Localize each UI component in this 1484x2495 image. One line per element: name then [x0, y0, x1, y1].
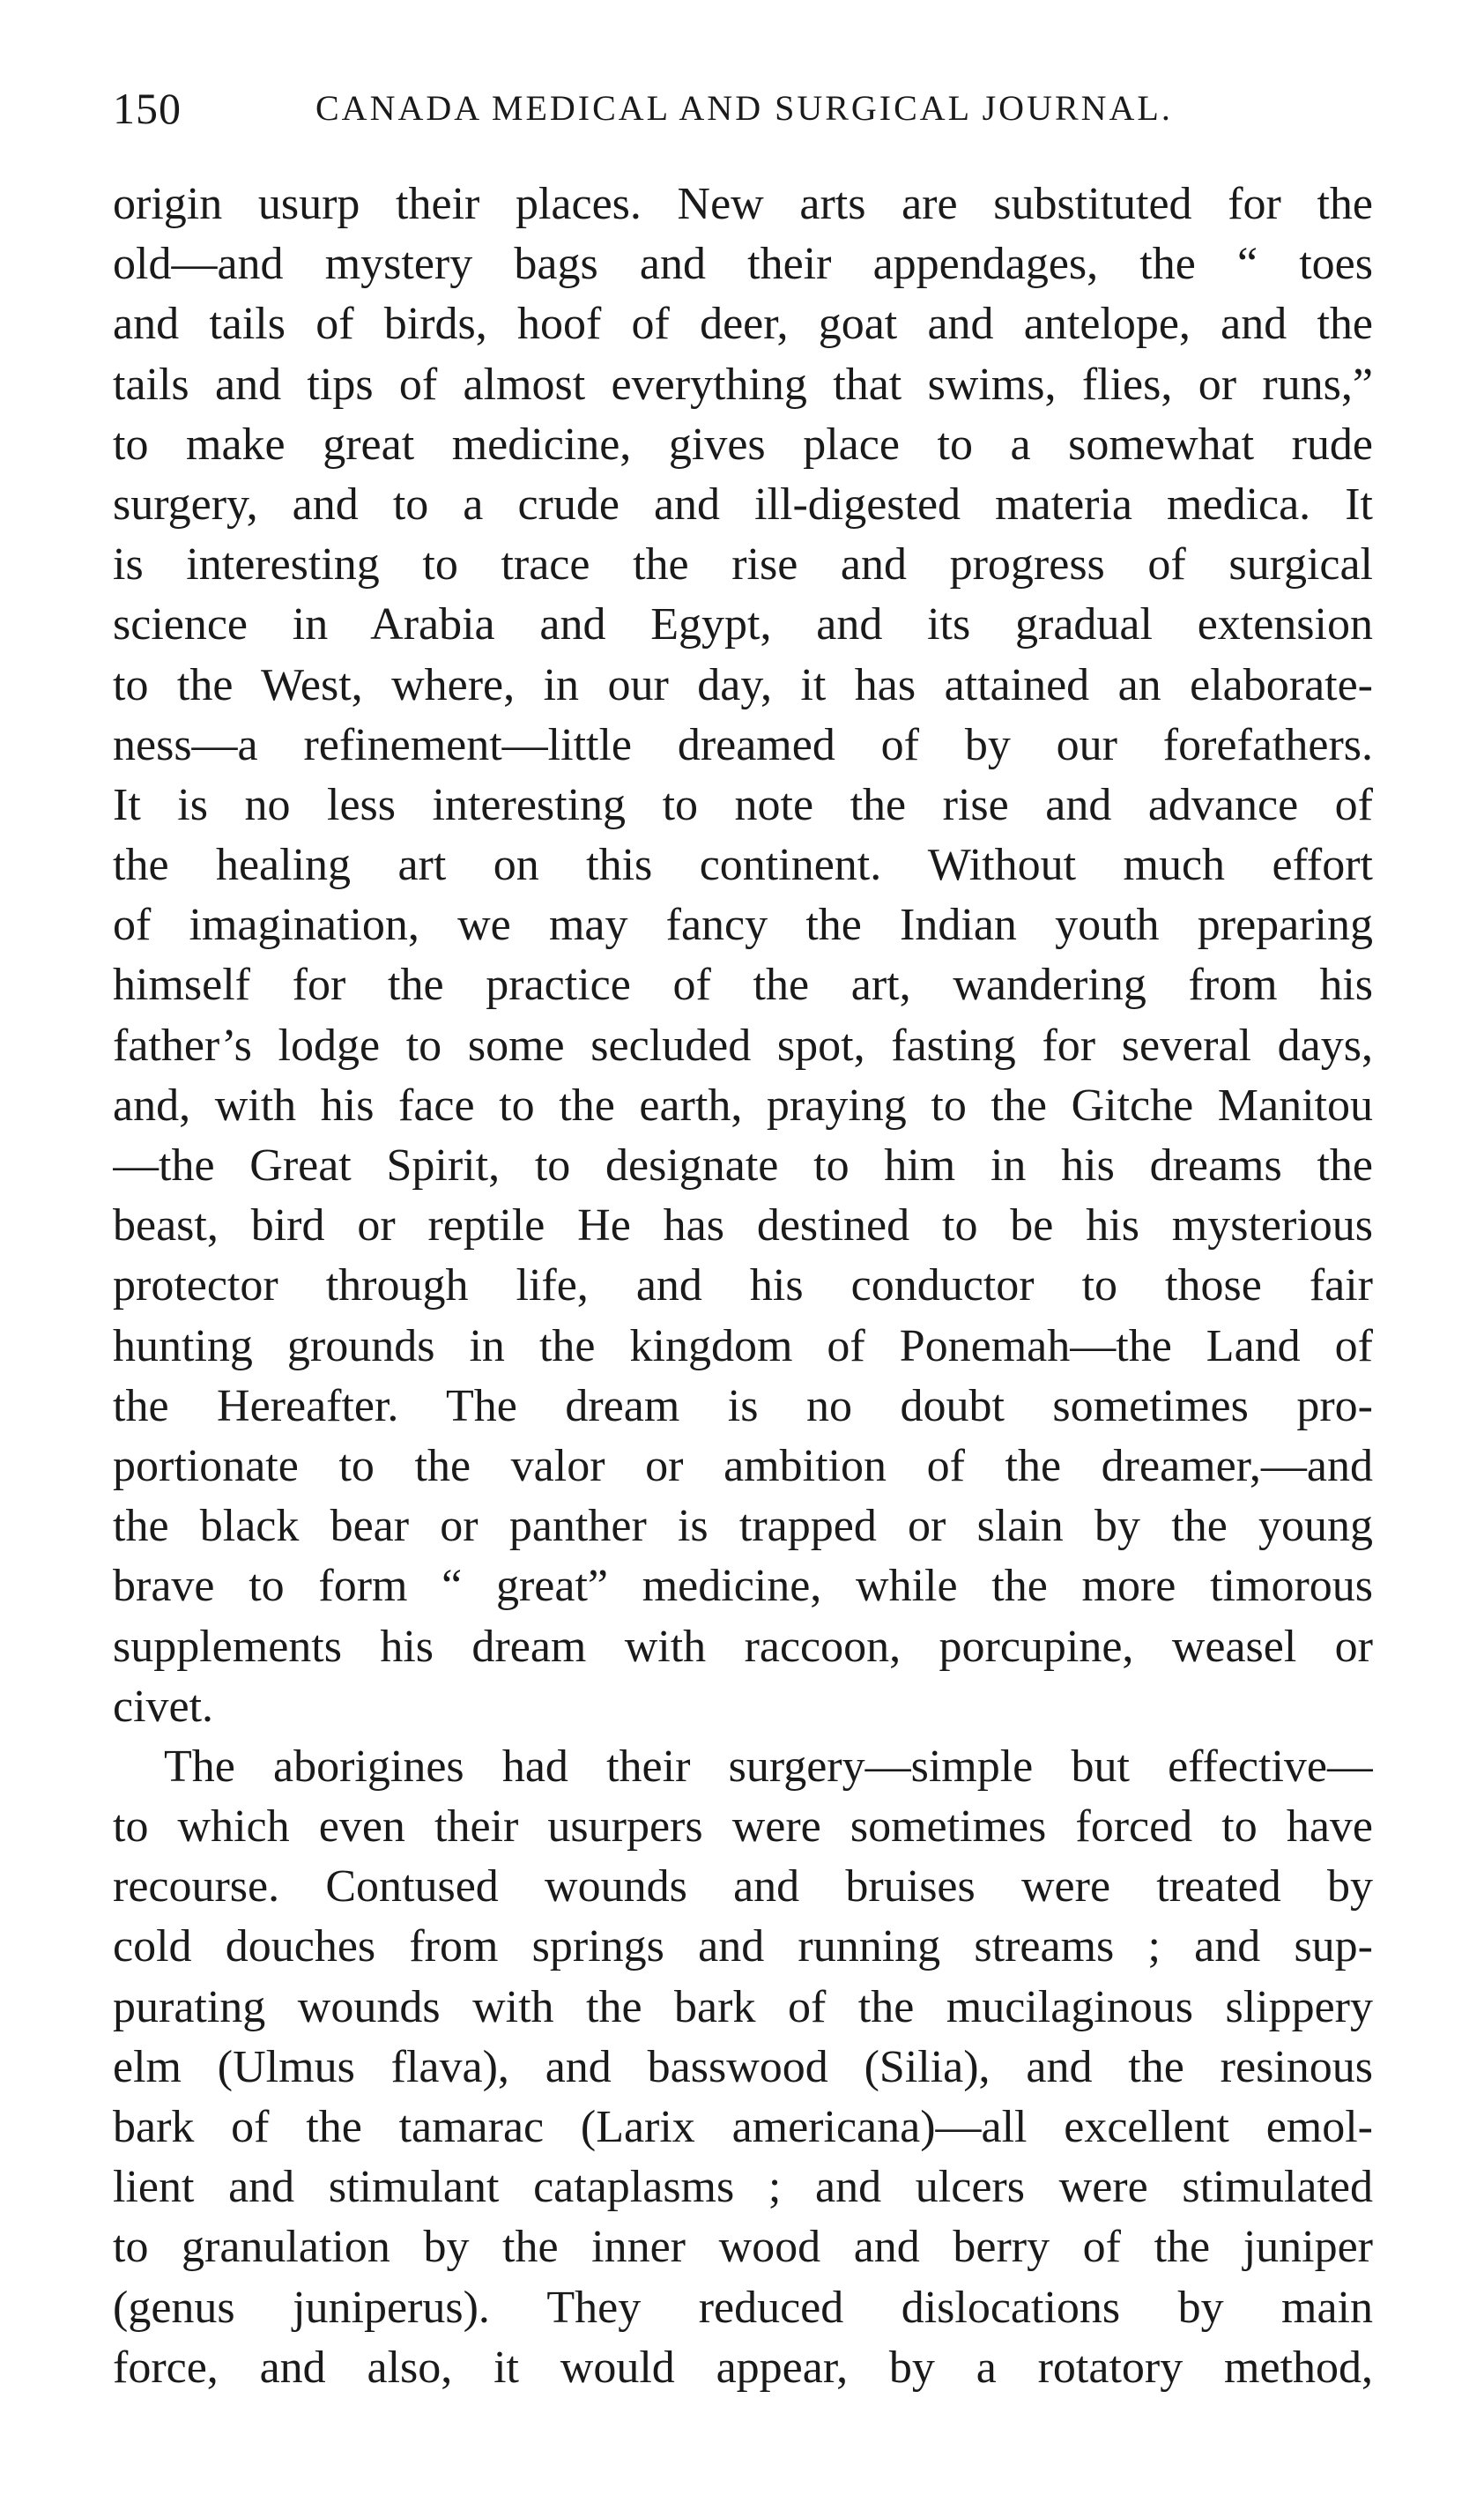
- text-line: cold douches from springs and running streams ; and sup-: [113, 1921, 1373, 1972]
- text-line: the Hereafter. The dream is no doubt sometimes pro-: [113, 1380, 1373, 1431]
- text-line: and, with his face to the earth, praying to the Gitche Manitou: [113, 1080, 1373, 1131]
- text-line: lient and stimulant cataplasms ; and ulcers were stimulated: [113, 2162, 1373, 2213]
- page-number: 150: [113, 84, 182, 133]
- page-header: [113, 78, 1382, 139]
- text-line: the black bear or panther is trapped or slain by the young: [113, 1501, 1373, 1552]
- text-line: surgery, and to a crude and ill-digested materia medica. It: [113, 479, 1373, 530]
- text-line: and tails of birds, hoof of deer, goat and antelope, and the: [113, 299, 1373, 350]
- text-line: protector through life, and his conductor to those fair: [113, 1260, 1373, 1311]
- text-line: elm (Ulmus flava), and basswood (Silia), and the resinous: [113, 2041, 1373, 2092]
- text-line: It is no less interesting to note the rise and advance of: [113, 779, 1373, 830]
- text-line: father’s lodge to some secluded spot, fasting for several days,: [113, 1020, 1373, 1071]
- text-line: ness—a refinement—little dreamed of by our forefathers.: [113, 719, 1373, 770]
- text-line: brave to form “ great” medicine, while the more timorous: [113, 1561, 1373, 1612]
- text-line: to make great medicine, gives place to a somewhat rude: [113, 419, 1373, 470]
- body-text: [113, 175, 1373, 2398]
- text-line: (genus juniperus). They reduced dislocations by main: [113, 2282, 1373, 2333]
- text-line: is interesting to trace the rise and progress of surgical: [113, 539, 1373, 590]
- text-line: to the West, where, in our day, it has attained an elaborate-: [113, 659, 1373, 710]
- text-line: to which even their usurpers were sometimes forced to have: [113, 1801, 1373, 1853]
- text-line: beast, bird or reptile He has destined to be his mysterious: [113, 1200, 1373, 1251]
- text-line: origin usurp their places. New arts are substituted for the: [113, 179, 1373, 229]
- text-line: recourse. Contused wounds and bruises were treated by: [113, 1861, 1373, 1912]
- text-line: to granulation by the inner wood and berry of the juniper: [113, 2222, 1373, 2273]
- text-line: the healing art on this continent. Without much effort: [113, 840, 1373, 891]
- text-line: hunting grounds in the kingdom of Ponemah—the Land of: [113, 1320, 1373, 1371]
- text-line: old—and mystery bags and their appendages, the “ toes: [113, 239, 1373, 290]
- text-line: portionate to the valor or ambition of the dreamer,—and: [113, 1440, 1373, 1491]
- text-line: science in Arabia and Egypt, and its gradual extension: [113, 599, 1373, 650]
- text-line: bark of the tamarac (Larix americana)—all excellent emol-: [113, 2102, 1373, 2152]
- text-line: civet.: [113, 1681, 214, 1732]
- text-line: purating wounds with the bark of the mucilaginous slippery: [113, 1981, 1373, 2032]
- text-line: —the Great Spirit, to designate to him in his dreams the: [113, 1140, 1373, 1191]
- text-line: himself for the practice of the art, wandering from his: [113, 960, 1373, 1011]
- text-line: supplements his dream with raccoon, porcupine, weasel or: [113, 1621, 1373, 1672]
- text-line: The aborigines had their surgery—simple but effective—: [164, 1741, 1373, 1792]
- text-line: of imagination, we may fancy the Indian youth preparing: [113, 900, 1373, 951]
- running-head: CANADA MEDICAL AND SURGICAL JOURNAL.: [315, 88, 1173, 128]
- text-line: force, and also, it would appear, by a rotatory method,: [113, 2342, 1373, 2393]
- text-line: tails and tips of almost everything that swims, flies, or runs,”: [113, 359, 1373, 410]
